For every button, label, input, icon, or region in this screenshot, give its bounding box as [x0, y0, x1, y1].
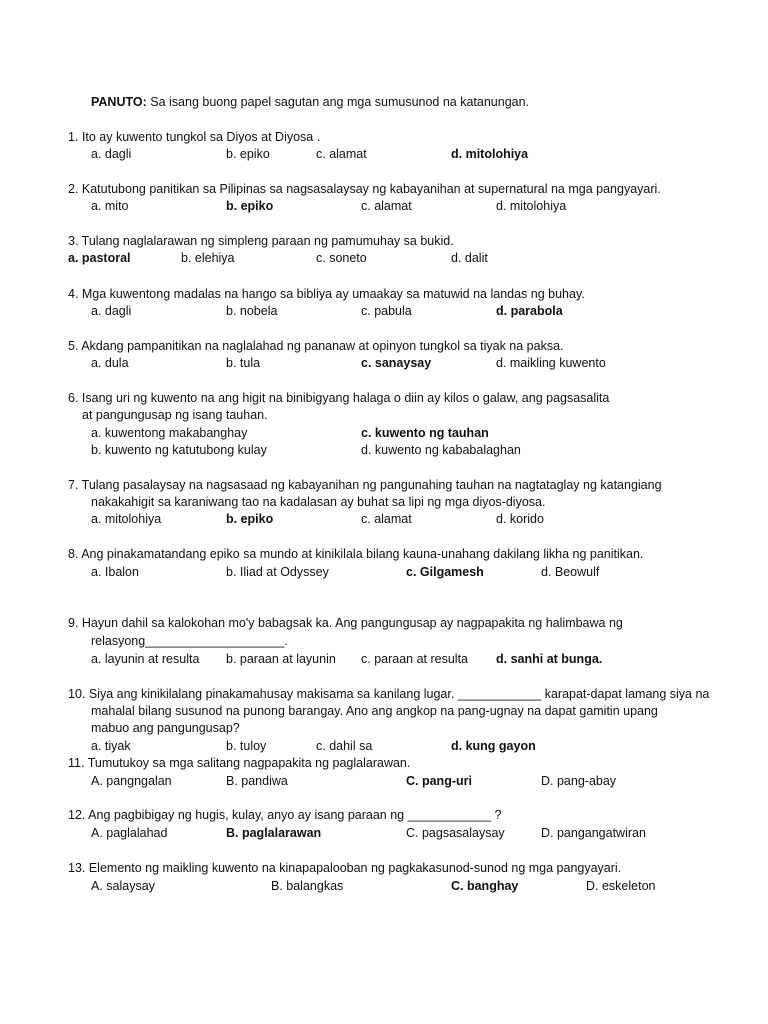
question-3-text: 3. Tulang naglalarawan ng simpleng paraan ng pamumuhay sa bukid.: [68, 234, 454, 248]
q3-choice-c: c. soneto: [316, 251, 367, 265]
question-1-text: 1. Ito ay kuwento tungkol sa Diyos at Diyosa .: [68, 130, 321, 144]
q2-choice-c: c. alamat: [361, 199, 412, 213]
q1-choice-d: d. mitolohiya: [451, 147, 529, 161]
q6-choice-b: b. kuwento ng katutubong kulay: [91, 443, 267, 457]
q5-choice-b: b. tula: [226, 356, 261, 370]
q12-choice-c: C. pagsasalaysay: [406, 826, 505, 840]
q4-choice-a: a. dagli: [91, 304, 132, 318]
q7-choice-c: c. alamat: [361, 512, 412, 526]
q2-choice-b: b. epiko: [226, 199, 274, 213]
question-7-text-line-2: nakakahigit sa karaniwang tao na kadalasan ay buhat sa lipi ng mga diyos-diyosa.: [91, 495, 546, 509]
question-12-text: 12. Ang pagbibigay ng hugis, kulay, anyo ay isang paraan ng ____________ ?: [68, 808, 502, 822]
q13-choice-a: A. salaysay: [91, 879, 155, 893]
q10-choice-a: a. tiyak: [91, 739, 131, 753]
q7-choice-d: d. korido: [496, 512, 544, 526]
q9-choice-d: d. sanhi at bunga.: [496, 652, 603, 666]
question-5-text: 5. Akdang pampanitikan na naglalahad ng pananaw at opinyon tungkol sa tiyak na paksa.: [68, 339, 564, 353]
q12-choice-b: B. paglalarawan: [226, 826, 322, 840]
q8-choice-c: c. Gilgamesh: [406, 565, 484, 579]
q5-choice-c: c. sanaysay: [361, 356, 432, 370]
q1-choice-b: b. epiko: [226, 147, 270, 161]
question-9-text-line-1: 9. Hayun dahil sa kalokohan mo'y babagsak ka. Ang pangungusap ay nagpapakita ng halimbawa ng: [68, 616, 623, 630]
q8-choice-d: d. Beowulf: [541, 565, 600, 579]
q4-choice-b: b. nobela: [226, 304, 278, 318]
q11-choice-c: C. pang-uri: [406, 774, 472, 788]
q8-choice-b: b. Iliad at Odyssey: [226, 565, 329, 579]
q3-choice-b: b. elehiya: [181, 251, 235, 265]
q5-choice-a: a. dula: [91, 356, 129, 370]
question-6-text-line-1: 6. Isang uri ng kuwento na ang higit na binibigyang halaga o diin ay kilos o galaw, ang pagsasalita: [68, 391, 610, 405]
question-8-text: 8. Ang pinakamatandang epiko sa mundo at kinikilala bilang kauna-unahang dakilang likha ng panitikan.: [68, 547, 644, 561]
q12-choice-a: A. paglalahad: [91, 826, 168, 840]
q6-choice-a: a. kuwentong makabanghay: [91, 426, 248, 440]
question-10-text-line-2: mahalal bilang susunod na punong barangay. Ano ang angkop na pang-ugnay na dapat gamitin upang: [91, 704, 658, 718]
question-10-text-line-1: 10. Siya ang kinikilalang pinakamahusay makisama sa kanilang lugar. ____________ karapat-dapat lamang siya na: [68, 687, 710, 701]
q9-choice-a: a. layunin at resulta: [91, 652, 200, 666]
q1-choice-a: a. dagli: [91, 147, 132, 161]
instruction: [91, 95, 529, 110]
q2-choice-d: d. mitolohiya: [496, 199, 567, 213]
q13-choice-d: D. eskeleton: [586, 879, 656, 893]
q4-choice-c: c. pabula: [361, 304, 412, 318]
q10-choice-b: b. tuloy: [226, 739, 267, 753]
q9-choice-b: b. paraan at layunin: [226, 652, 336, 666]
q4-choice-d: d. parabola: [496, 304, 563, 318]
q8-choice-a: a. Ibalon: [91, 565, 139, 579]
q7-choice-a: a. mitolohiya: [91, 512, 162, 526]
q6-choice-d: d. kuwento ng kababalaghan: [361, 443, 521, 457]
question-9-text-line-2: relasyong____________________.: [91, 634, 288, 648]
q3-choice-a: a. pastoral: [68, 251, 131, 265]
q11-choice-a: A. pangngalan: [91, 774, 172, 788]
instruction-label: PANUTO:: [91, 95, 147, 109]
question-13-text: 13. Elemento ng maikling kuwento na kinapapalooban ng pagkakasunod-sunod ng mga pangyayari.: [68, 861, 622, 875]
q7-choice-b: b. epiko: [226, 512, 274, 526]
q11-choice-d: D. pang-abay: [541, 774, 617, 788]
q3-choice-d: d. dalit: [451, 251, 488, 265]
q11-choice-b: B. pandiwa: [226, 774, 288, 788]
q13-choice-b: B. balangkas: [271, 879, 344, 893]
q6-choice-c: c. kuwento ng tauhan: [361, 426, 489, 440]
q12-choice-d: D. pangangatwiran: [541, 826, 646, 840]
instruction-text: Sa isang buong papel sagutan ang mga sumusunod na katanungan.: [146, 95, 530, 109]
question-4-text: 4. Mga kuwentong madalas na hango sa bibliya ay umaakay sa matuwid na landas ng buhay.: [68, 287, 585, 301]
q5-choice-d: d. maikling kuwento: [496, 356, 606, 370]
q9-choice-c: c. paraan at resulta: [361, 652, 469, 666]
q1-choice-c: c. alamat: [316, 147, 367, 161]
question-6-text-line-2: at pangungusap ng isang tauhan.: [82, 408, 268, 422]
q2-choice-a: a. mito: [91, 199, 129, 213]
question-7-text-line-1: 7. Tulang pasalaysay na nagsasaad ng kabayanihan ng pangunahing tauhan na nagtataglay ng katangiang: [68, 478, 662, 492]
q10-choice-c: c. dahil sa: [316, 739, 373, 753]
question-10-text-line-3: mabuo ang pangungusap?: [91, 721, 240, 735]
question-2-text: 2. Katutubong panitikan sa Pilipinas sa nagsasalaysay ng kabayanihan at supernatural na mga pangyayari.: [68, 182, 661, 196]
question-11-text: 11. Tumutukoy sa mga salitang nagpapakita ng paglalarawan.: [68, 756, 411, 770]
q10-choice-d: d. kung gayon: [451, 739, 536, 753]
q13-choice-c: C. banghay: [451, 879, 519, 893]
